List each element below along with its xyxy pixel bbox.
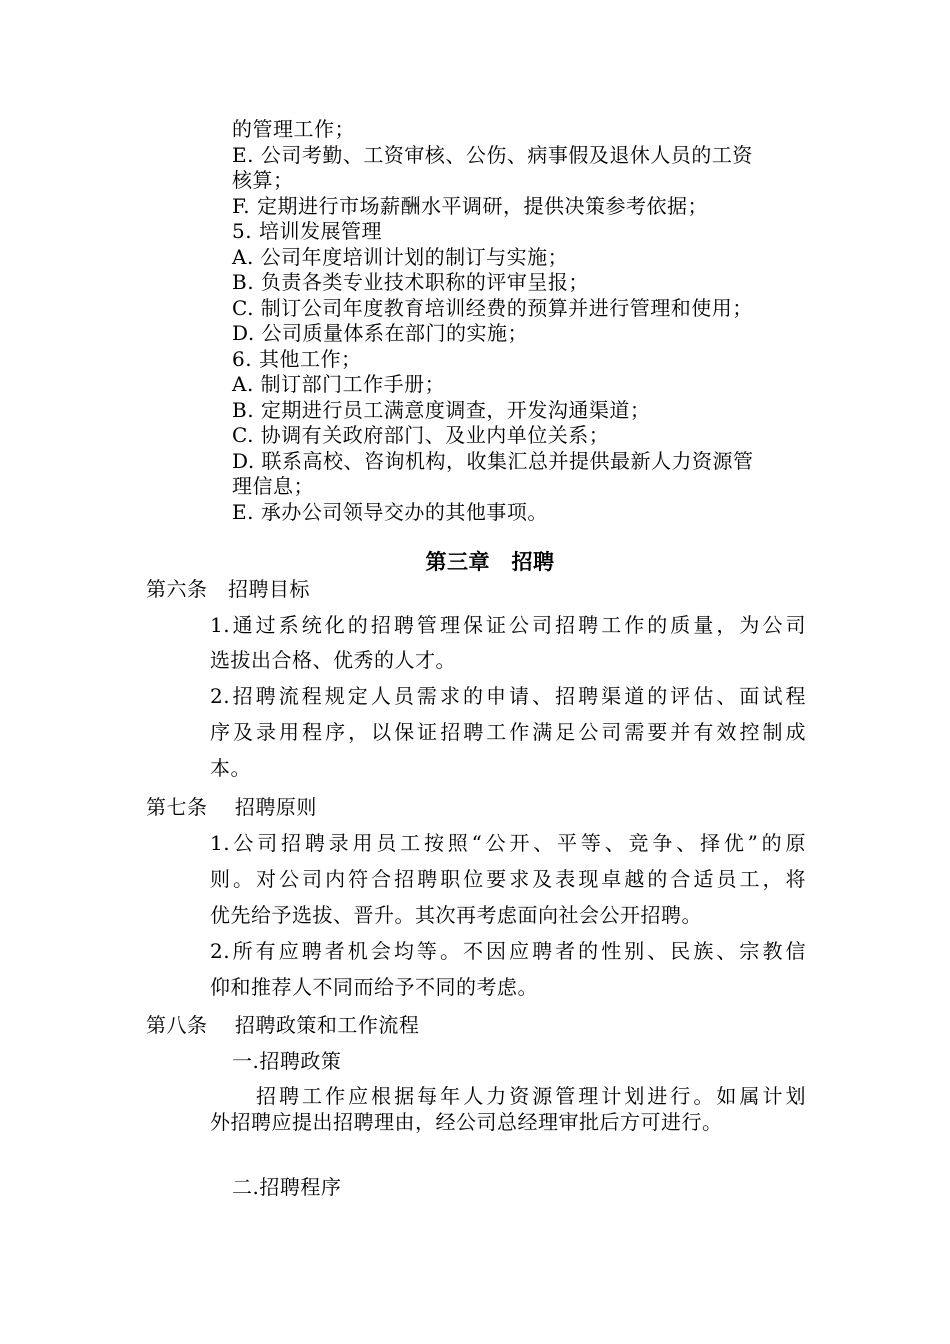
text-line: 选拔出合格、优秀的人才。 — [210, 648, 456, 672]
text-line: B. 负责各类专业技术职称的评审呈报； — [232, 270, 589, 294]
text-line: D. 公司质量体系在部门的实施； — [232, 321, 529, 345]
text-line: 2.所有应聘者机会均等。不因应聘者的性别、民族、宗教信 — [210, 939, 806, 963]
chapter-heading: 第三章 招聘 — [425, 550, 555, 574]
text-line: 招聘工作应根据每年人力资源管理计划进行。如属计划 — [256, 1084, 806, 1108]
text-line: F. 定期进行市场薪酬水平调研，提供决策参考依据； — [232, 194, 708, 218]
text-line: 仰和推荐人不同而给予不同的考虑。 — [210, 975, 538, 999]
text-line: 1.公司招聘录用员工按照“公开、平等、竞争、择优”的原 — [210, 831, 806, 855]
text-line: D. 联系高校、咨询机构，收集汇总并提供最新人力资源管 — [232, 449, 754, 473]
text-line: C. 协调有关政府部门、及业内单位关系； — [232, 423, 610, 447]
text-line: 5. 培训发展管理 — [232, 219, 382, 243]
text-line: 序及录用程序，以保证招聘工作满足公司需要并有效控制成 — [210, 720, 806, 744]
text-line: 本。 — [210, 756, 251, 780]
article-heading: 第六条 招聘目标 — [146, 577, 310, 601]
text-line: 6. 其他工作； — [232, 347, 362, 371]
article-heading: 第八条 招聘政策和工作流程 — [146, 1013, 420, 1037]
text-line: 2.招聘流程规定人员需求的申请、招聘渠道的评估、面试程 — [210, 684, 806, 708]
text-line: E. 公司考勤、工资审核、公伤、病事假及退休人员的工资 — [232, 143, 753, 167]
text-line: C. 制订公司年度教育培训经费的预算并进行管理和使用； — [232, 296, 753, 320]
text-line: 核算； — [232, 168, 294, 192]
text-line: E. 承办公司领导交办的其他事项。 — [232, 500, 548, 524]
subheading: 二.招聘程序 — [232, 1175, 342, 1199]
subheading: 一.招聘政策 — [232, 1049, 342, 1073]
article-heading: 第七条 招聘原则 — [146, 795, 317, 819]
text-line: 优先给予选拔、晋升。其次再考虑面向社会公开招聘。 — [210, 903, 702, 927]
text-line: 的管理工作； — [232, 117, 355, 141]
text-line: 1.通过系统化的招聘管理保证公司招聘工作的质量，为公司 — [210, 613, 806, 637]
text-line: A. 制订部门工作手册； — [232, 372, 446, 396]
text-line: B. 定期进行员工满意度调查，开发沟通渠道； — [232, 398, 651, 422]
text-line: 外招聘应提出招聘理由，经公司总经理审批后方可进行。 — [210, 1110, 723, 1134]
text-line: 则。对公司内符合招聘职位要求及表现卓越的合适员工，将 — [210, 867, 806, 891]
text-line: 理信息； — [232, 474, 314, 498]
text-line: A. 公司年度培训计划的制订与实施； — [232, 245, 569, 269]
